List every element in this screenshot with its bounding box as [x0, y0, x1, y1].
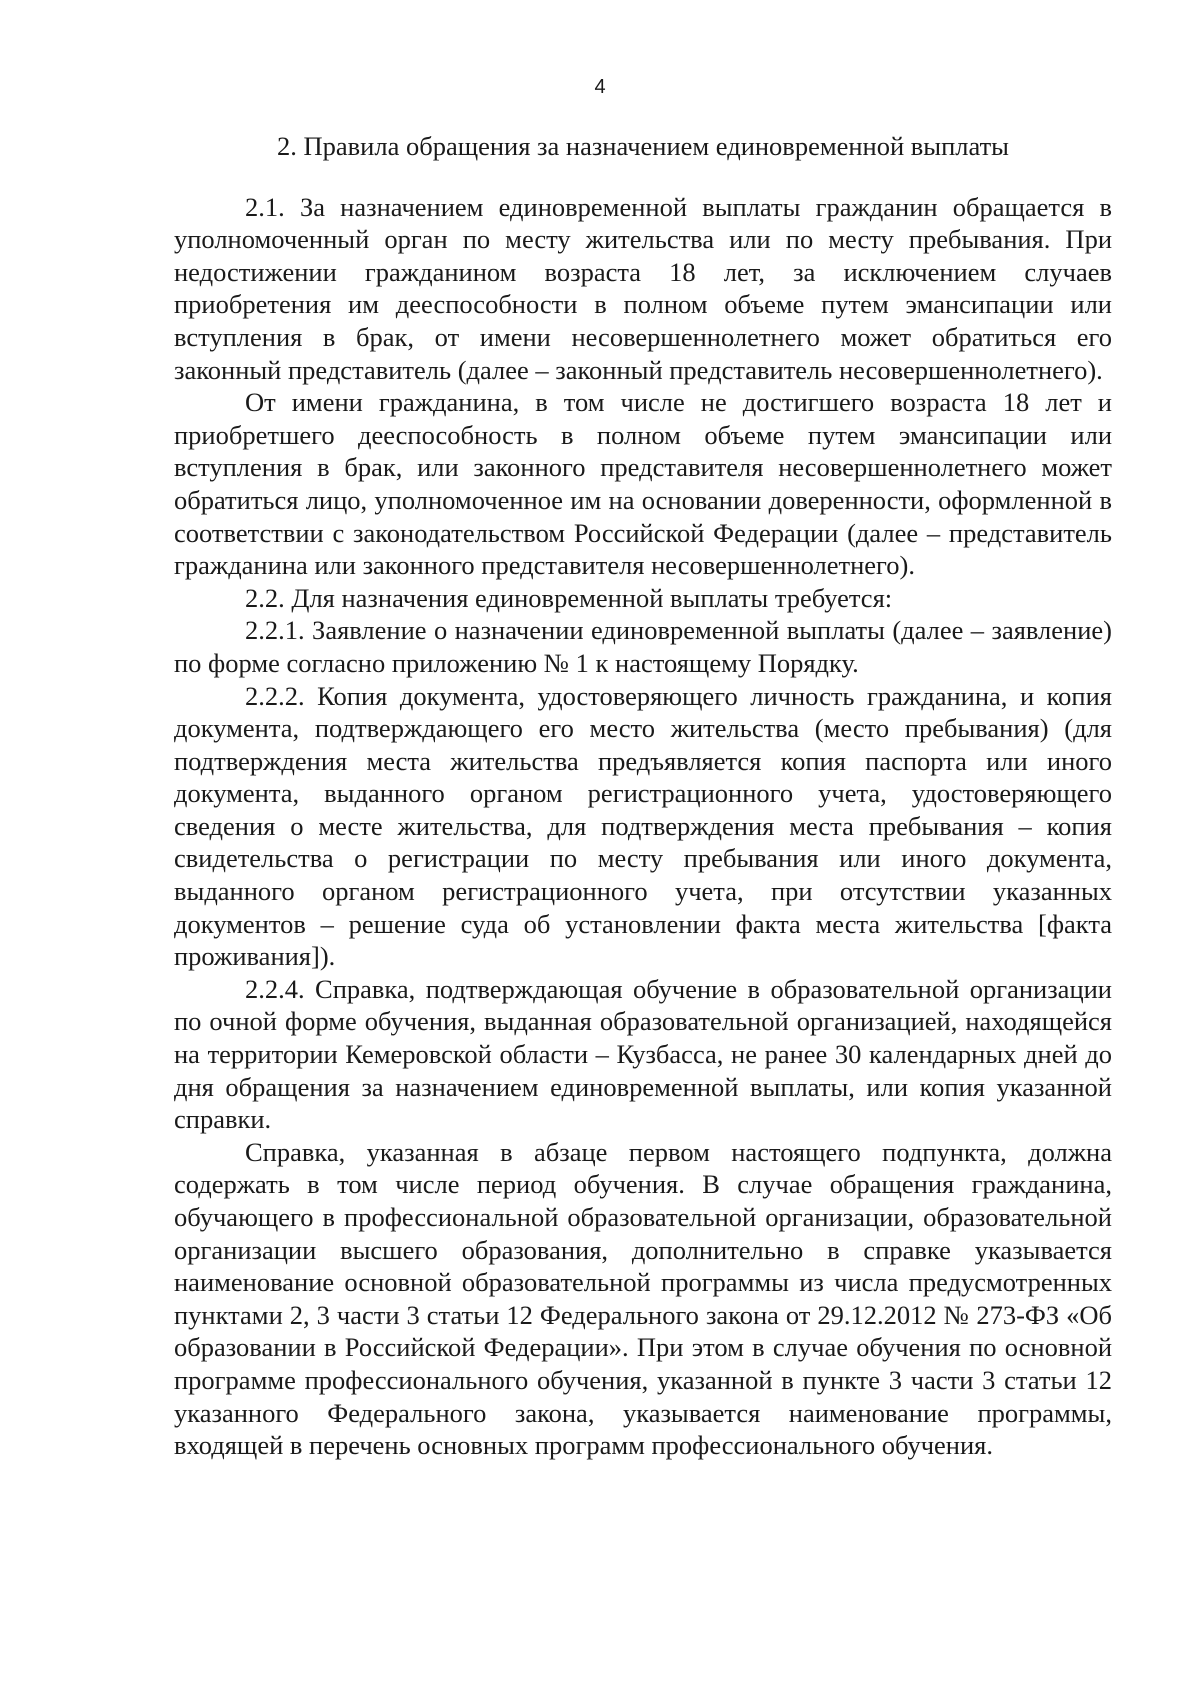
paragraph-representative: От имени гражданина, в том числе не достигшего возраста 18 лет и приобретшего дееспособность в полном объеме путем эмансипации или вступления в брак, или законного представителя несовершеннолетнего может обратиться лицо, уполномоченное им на основании доверенности, оформленной в соответствии с законодательством Российской Федерации (далее – представитель гражданина или законного представителя несовершеннолетнего).: [174, 387, 1112, 581]
paragraph-2-2-1: 2.2.1. Заявление о назначении единовременной выплаты (далее – заявление) по форме согласно приложению № 1 к настоящему Порядку.: [174, 615, 1112, 678]
paragraph-2-2-2: 2.2.2. Копия документа, удостоверяющего личность гражданина, и копия документа, подтверждающего его место жительства (место пребывания) (для подтверждения места жительства предъявляется копия паспорта или иного документа, выданного органом регистрационного учета, удостоверяющего сведения о месте жительства, для подтверждения места пребывания – копия свидетельства о регистрации по месту пребывания или иного документа, выданного органом регистрационного учета, при отсутствии указанных документов – решение суда об установлении факта места жительства [факта проживания]).: [174, 680, 1112, 972]
document-body: [174, 130, 1112, 1462]
page-number: 4: [594, 76, 606, 98]
paragraph-2-2-4: 2.2.4. Справка, подтверждающая обучение в образовательной организации по очной форме обучения, выданная образовательной организацией, находящейся на территории Кемеровской области – Кузбасса, не ранее 30 календарных дней до дня обращения за назначением единовременной выплаты, или копия указанной справки.: [174, 973, 1112, 1135]
section-heading: 2. Правила обращения за назначением единовременной выплаты: [277, 131, 1009, 161]
paragraph-2-1: 2.1. За назначением единовременной выплаты гражданин обращается в уполномоченный орган по месту жительства или по месту пребывания. При недостижении гражданином возраста 18 лет, за исключением случаев приобретения им дееспособности в полном объеме путем эмансипации или вступления в брак, от имени несовершеннолетнего может обратиться его законный представитель (далее – законный представитель несовершеннолетнего).: [174, 191, 1112, 385]
paragraph-certificate-details: Справка, указанная в абзаце первом настоящего подпункта, должна содержать в том числе период обучения. В случае обращения гражданина, обучающего в профессиональной образовательной организации, образовательной организации высшего образования, дополнительно в справке указывается наименование основной образовательной программы из числа предусмотренных пунктами 2, 3 части 3 статьи 12 Федерального закона от 29.12.2012 № 273-ФЗ «Об образовании в Российской Федерации». При этом в случае обучения по основной программе профессионального обучения, указанной в пункте 3 части 3 статьи 12 указанного Федерального закона, указывается наименование программы, входящей в перечень основных программ профессионального обучения.: [174, 1136, 1112, 1461]
paragraph-2-2: 2.2. Для назначения единовременной выплаты требуется:: [245, 582, 893, 613]
